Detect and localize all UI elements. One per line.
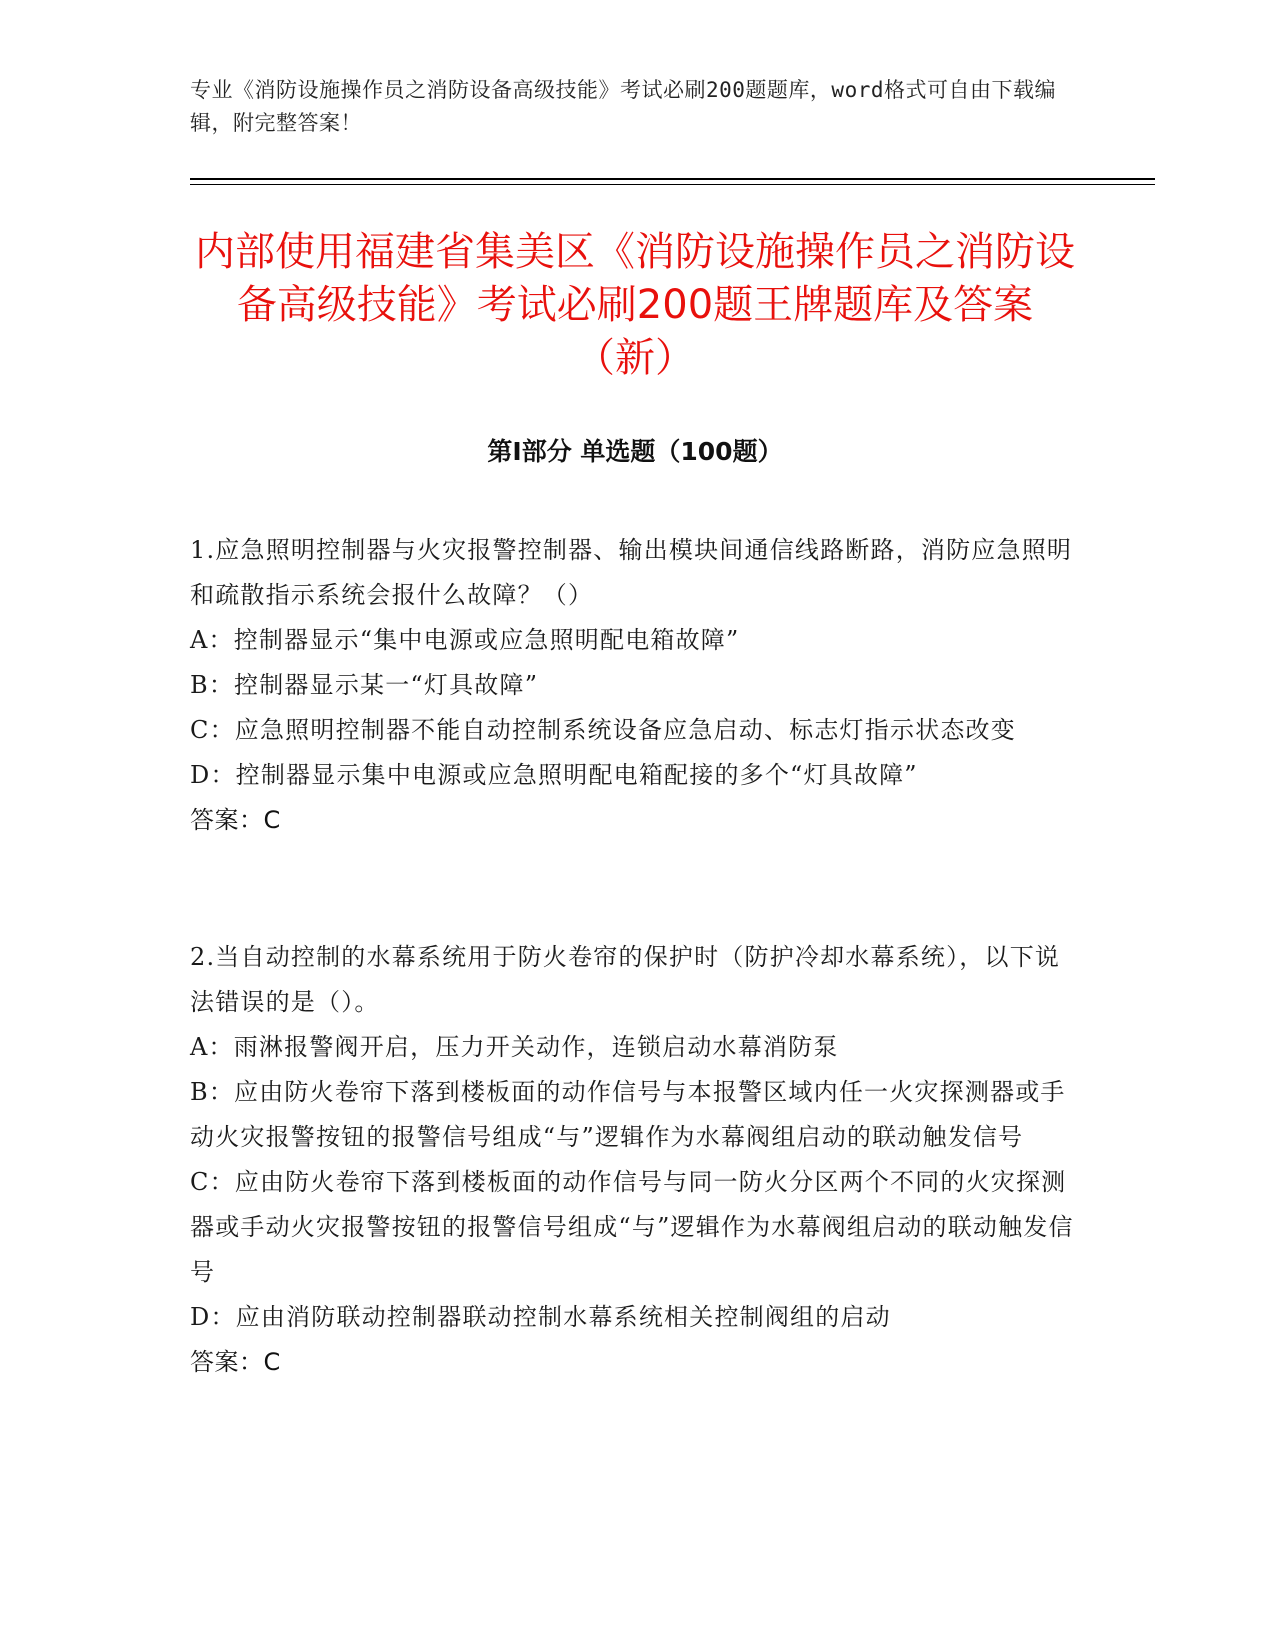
question-stem: 2.当自动控制的水幕系统用于防火卷帘的保护时（防护冷却水幕系统），以下说法错误的是（）。	[190, 943, 1061, 1016]
section-heading: 第Ⅰ部分 单选题（100题）	[487, 437, 783, 466]
option-c: C：应由防火卷帘下落到楼板面的动作信号与同一防火分区两个不同的火灾探测器或手动火灾报警按钮的报警信号组成“与”逻辑作为水幕阀组启动的联动触发信号	[190, 1168, 1074, 1286]
option-b: B：控制器显示某一“灯具故障”	[190, 671, 539, 699]
option-a: A：雨淋报警阀开启，压力开关动作，连锁启动水幕消防泵	[190, 1033, 839, 1061]
document-title: 内部使用福建省集美区《消防设施操作员之消防设备高级技能》考试必刷200题王牌题库及答案（新）	[195, 229, 1075, 381]
option-d: D：应由消防联动控制器联动控制水幕系统相关控制阀组的启动	[190, 1303, 891, 1331]
question-1	[190, 528, 1080, 843]
question-2	[190, 935, 1080, 1385]
header-divider-thin	[190, 184, 1155, 185]
header-note: 专业《消防设施操作员之消防设备高级技能》考试必刷200题题库，word格式可自由下载编辑，附完整答案！	[190, 78, 1056, 135]
option-a: A：控制器显示“集中电源或应急照明配电箱故障”	[190, 626, 740, 654]
header-divider-thick	[190, 178, 1155, 180]
option-c: C：应急照明控制器不能自动控制系统设备应急启动、标志灯指示状态改变	[190, 716, 1016, 744]
option-b: B：应由防火卷帘下落到楼板面的动作信号与本报警区域内任一火灾探测器或手动火灾报警按钮的报警信号组成“与”逻辑作为水幕阀组启动的联动触发信号	[190, 1078, 1066, 1151]
answer: 答案：C	[190, 806, 281, 834]
question-stem: 1.应急照明控制器与火灾报警控制器、输出模块间通信线路断路，消防应急照明和疏散指示系统会报什么故障？（）	[190, 536, 1073, 609]
option-d: D：控制器显示集中电源或应急照明配电箱配接的多个“灯具故障”	[190, 761, 918, 789]
answer: 答案：C	[190, 1348, 281, 1376]
